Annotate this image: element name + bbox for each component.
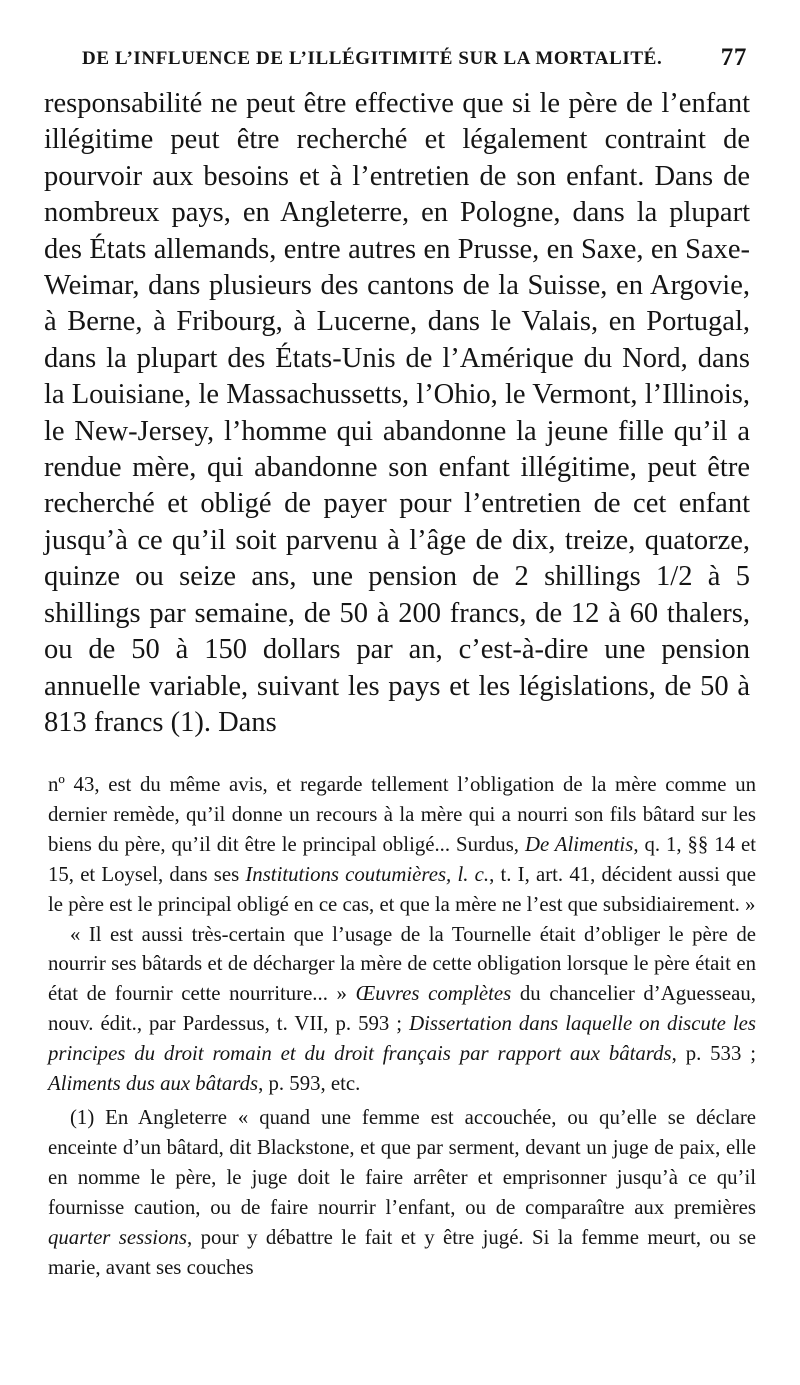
note-italic-title: Aliments dus aux bâtards xyxy=(48,1072,259,1096)
quote-note xyxy=(48,920,756,1099)
running-title: DE L’INFLUENCE DE L’ILLÉGITIMITÉ SUR LA MORTALITÉ. xyxy=(82,48,663,69)
note-text: , p. 593, etc. xyxy=(258,1072,361,1096)
page-number: 77 xyxy=(720,44,747,71)
continued-note xyxy=(48,770,756,920)
note-italic-term: quarter sessions xyxy=(48,1225,187,1249)
note-text: nº 43, est du même avis, et regarde tellement l’obligation de la mère comme un dernier remède, qu’il donne un recours à la mère qui a nourri son fils bâtard sur les biens du père, qu’il dit être le principal obligé... Surdus, xyxy=(48,773,756,856)
footnote-1 xyxy=(48,1103,756,1282)
note-italic-title: Œuvres complètes xyxy=(355,982,512,1006)
note-text: du chancelier d’Aguesseau, nouv. édit., par Pardessus, t. VII, p. 593 ; xyxy=(48,982,756,1036)
note-text: « Il est aussi très-certain que l’usage de la Tournelle était d’obliger le père de nourrir ses bâtards et de décharger la mère de cette obligation lorsque le père était en état de fournir cette nourriture... » xyxy=(48,922,756,1006)
note-text: , t. I, art. 41, décident aussi que le père est le principal obligé en ce cas, et que la mère ne l’est que subsidiairement. » xyxy=(48,862,757,916)
body-paragraph: responsabilité ne peut être effective que si le père de l’enfant illégitime peut être recherché et légalement contraint de pourvoir aux besoins et à l’entretien de son enfant. Dans de nombreux pays, en Angleterre, en Pologne, dans la plupart des États allemands, entre autres en Prusse, en Saxe, en Saxe-Weimar, dans plusieurs des cantons de la Suisse, en Argovie, à Berne, à Fribourg, à Lucerne, dans le Valais, en Portugal, dans la plupart des États-Unis de l’Amérique du Nord, dans la Louisiane, le Massachussetts, l’Ohio, le Vermont, l’Illinois, le New-Jersey, l’homme qui abandonne la jeune fille qu’il a rendue mère, qui abandonne son enfant illégitime, peut être recherché et obligé de payer pour l’entretien de cet enfant jusqu’à ce qu’il soit parvenu à l’âge de dix, treize, quatorze, quinze ou seize ans, une pension de 2 shillings 1/2 à 5 shillings par semaine, de 50 à 200 francs, de 12 à 60 thalers, ou de 50 à 150 dollars par an, c’est-à-dire une pension annuelle variable, suivant les pays et les législations, de 50 à 813 francs (1). Dans xyxy=(44,88,750,738)
main-text xyxy=(44,86,750,741)
note-text: , p. 533 ; xyxy=(671,1042,756,1066)
note-italic-title: Dissertation dans laquelle on discute les principes du droit romain et du droit français par rapport aux bâtards xyxy=(48,1012,756,1066)
note-text: , q. 1, §§ 14 et 15, et Loysel, dans ses xyxy=(48,832,756,886)
note-italic-title: Institutions coutumières, l. c. xyxy=(245,862,490,886)
note-italic-title: De Alimentis xyxy=(524,832,634,856)
note-text: (1) En Angleterre « quand une femme est accouchée, ou qu’elle se déclare enceinte d’un bâtard, dit Blackstone, et que par serment, devant un juge de paix, elle en nomme le père, le juge doit le faire arrêter et emprisonner jusqu’à ce qu’il fournisse caution, ou de faire nourrir l’enfant, ou de comparaître aux premières xyxy=(48,1105,756,1219)
notes-section xyxy=(48,770,756,1282)
note-text: , pour y débattre le fait et y être jugé. Si la femme meurt, ou se marie, avant ses couches xyxy=(48,1225,756,1279)
